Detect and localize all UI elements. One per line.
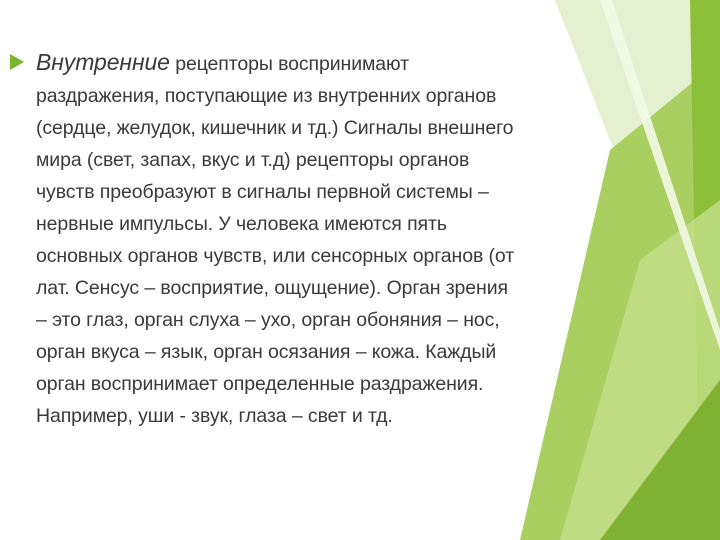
bullet-paragraph bbox=[10, 46, 690, 432]
triangle-bullet-icon bbox=[10, 54, 24, 70]
paragraph-line: лат. Сенсус – восприятие, ощущение). Орган зрения bbox=[36, 277, 508, 299]
paragraph-line: раздражения, поступающие из внутренних органов bbox=[36, 85, 497, 107]
paragraph-line: орган вкуса – язык, орган осязания – кожа. Каждый bbox=[36, 341, 497, 363]
paragraph-lead: Внутренние bbox=[36, 49, 170, 75]
text-content bbox=[10, 46, 690, 432]
paragraph-line: мира (свет, запах, вкус и т.д) рецепторы органов bbox=[36, 149, 470, 171]
paragraph-text bbox=[36, 46, 690, 432]
paragraph-line: основных органов чувств, или сенсорных органов (от bbox=[36, 245, 515, 267]
paragraph-line: рецепторы воспринимают bbox=[169, 53, 409, 75]
paragraph-line: нервные импульсы. У человека имеются пять bbox=[36, 213, 447, 235]
paragraph-line: – это глаз, орган слуха – ухо, орган обоняния – нос, bbox=[36, 309, 500, 331]
paragraph-line: орган воспринимает определенные раздражения. bbox=[36, 373, 484, 395]
paragraph-line: чувств преобразуют в сигналы первной системы – bbox=[36, 181, 489, 203]
paragraph-line: Например, уши - звук, глаза – свет и тд. bbox=[36, 405, 393, 427]
paragraph-line: (сердце, желудок, кишечник и тд.) Сигналы внешнего bbox=[36, 117, 514, 139]
